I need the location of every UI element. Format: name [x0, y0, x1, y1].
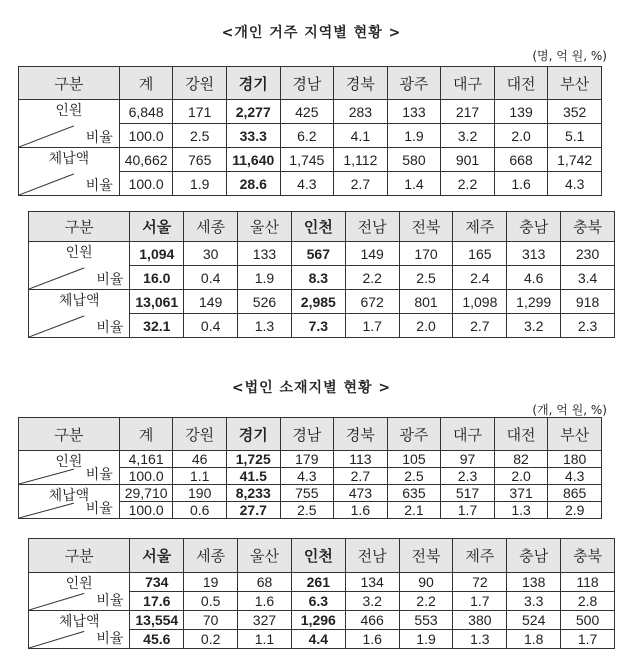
row-label: 체납액: [58, 613, 100, 629]
column-header: 울산: [238, 539, 292, 573]
column-header: 강원: [173, 67, 227, 100]
table-cell: 0.4: [184, 266, 238, 290]
table-cell: 8.3: [291, 266, 345, 290]
table-cell: 2.0: [399, 314, 453, 338]
table-cell: 97: [441, 451, 495, 468]
table-cell: 1.6: [345, 630, 399, 649]
row-label: 인원: [65, 575, 93, 591]
column-header: 제주: [453, 539, 507, 573]
column-header: 대전: [494, 67, 548, 100]
table-cell: 134: [345, 573, 399, 592]
corporate-table-2: [28, 538, 615, 649]
table-cell: 32.1: [130, 314, 184, 338]
section2-unit: (개, 억 원, %): [532, 403, 607, 417]
column-header: 대구: [441, 418, 495, 451]
column-header: 경기: [226, 418, 280, 451]
individual-table-1: [18, 66, 602, 196]
column-header: 계: [119, 418, 173, 451]
column-header: 인천: [291, 212, 345, 242]
column-header: 전남: [345, 539, 399, 573]
table-cell: 1,742: [548, 148, 602, 172]
table-cell: 6.2: [280, 124, 334, 148]
table-cell: 165: [453, 242, 507, 266]
column-header: 울산: [238, 212, 292, 242]
table-cell: 0.6: [173, 502, 227, 519]
row-sublabel: 비율: [85, 129, 113, 145]
column-header: 부산: [548, 418, 602, 451]
table-cell: 230: [561, 242, 615, 266]
column-header: 경남: [280, 67, 334, 100]
table-cell: 2.3: [441, 468, 495, 485]
table-cell: 149: [184, 290, 238, 314]
table-cell: 2.3: [561, 314, 615, 338]
table-cell: 2,985: [291, 290, 345, 314]
table-cell: 517: [441, 485, 495, 502]
table-cell: 1.8: [507, 630, 561, 649]
row-label: 체납액: [58, 292, 100, 308]
table-cell: 801: [399, 290, 453, 314]
row-sublabel: 비율: [96, 630, 124, 646]
table-cell: 105: [387, 451, 441, 468]
column-header: 충북: [561, 212, 615, 242]
column-header: 구분: [19, 418, 120, 451]
table-cell: 100.0: [119, 124, 173, 148]
column-header: 경북: [334, 418, 388, 451]
table-cell: 171: [173, 100, 227, 124]
table-cell: 327: [238, 611, 292, 630]
table-row: [19, 485, 602, 502]
table-cell: 29,710: [119, 485, 173, 502]
column-header: 충북: [561, 539, 615, 573]
table-cell: 2.4: [453, 266, 507, 290]
table-cell: 865: [548, 485, 602, 502]
row-label: 인원: [65, 244, 93, 260]
table-cell: 3.2: [507, 314, 561, 338]
section1-title: <개인 거주 지역별 현황 >: [221, 25, 402, 41]
table-cell: 11,640: [226, 148, 280, 172]
table-cell: 1.1: [173, 468, 227, 485]
column-header: 세종: [184, 212, 238, 242]
column-header: 세종: [184, 539, 238, 573]
header-row: [29, 539, 615, 573]
table-cell: 2.7: [334, 172, 388, 196]
table-cell: 1.9: [387, 124, 441, 148]
column-header: 전북: [399, 212, 453, 242]
table-cell: 500: [561, 611, 615, 630]
row-sublabel: 비율: [96, 592, 124, 608]
table-cell: 2.5: [399, 266, 453, 290]
table-cell: 371: [494, 485, 548, 502]
table-row: [19, 100, 602, 124]
column-header: 전북: [399, 539, 453, 573]
row-label-cell: [29, 573, 130, 611]
table-cell: 90: [399, 573, 453, 592]
table-cell: 672: [345, 290, 399, 314]
section1-unit: (명, 억 원, %): [532, 49, 607, 63]
row-sublabel: 비율: [85, 466, 113, 482]
table-cell: 4.4: [291, 630, 345, 649]
table-cell: 1,094: [130, 242, 184, 266]
column-header: 경북: [334, 67, 388, 100]
table-cell: 5.1: [548, 124, 602, 148]
table-cell: 1,098: [453, 290, 507, 314]
row-label: 인원: [55, 102, 83, 118]
table-cell: 7.3: [291, 314, 345, 338]
table-cell: 313: [507, 242, 561, 266]
table-cell: 4.3: [280, 172, 334, 196]
table-cell: 1,745: [280, 148, 334, 172]
table-cell: 4.6: [507, 266, 561, 290]
table-cell: 1.9: [173, 172, 227, 196]
table-cell: 139: [494, 100, 548, 124]
table-cell: 1.9: [399, 630, 453, 649]
table-cell: 2.0: [494, 468, 548, 485]
table-cell: 179: [280, 451, 334, 468]
column-header: 인천: [291, 539, 345, 573]
table-cell: 1.7: [441, 502, 495, 519]
column-header: 경기: [226, 67, 280, 100]
row-label-cell: [19, 100, 120, 148]
table-cell: 380: [453, 611, 507, 630]
row-label-cell: [29, 290, 130, 338]
table-cell: 4.3: [280, 468, 334, 485]
table-cell: 1.7: [345, 314, 399, 338]
table-cell: 0.2: [184, 630, 238, 649]
table-cell: 1,112: [334, 148, 388, 172]
table-cell: 100.0: [119, 468, 173, 485]
table-cell: 2.0: [494, 124, 548, 148]
table-cell: 13,554: [130, 611, 184, 630]
table-cell: 473: [334, 485, 388, 502]
table-cell: 2.7: [453, 314, 507, 338]
table-cell: 70: [184, 611, 238, 630]
table-cell: 46: [173, 451, 227, 468]
table-cell: 180: [548, 451, 602, 468]
row-sublabel: 비율: [85, 177, 113, 193]
table-cell: 4,161: [119, 451, 173, 468]
table-cell: 918: [561, 290, 615, 314]
table-cell: 100.0: [119, 502, 173, 519]
table-cell: 1.4: [387, 172, 441, 196]
table-cell: 118: [561, 573, 615, 592]
table-cell: 4.3: [548, 468, 602, 485]
row-label-cell: [19, 485, 120, 519]
table-cell: 553: [399, 611, 453, 630]
table-cell: 28.6: [226, 172, 280, 196]
column-header: 강원: [173, 418, 227, 451]
table-cell: 1.3: [453, 630, 507, 649]
table-cell: 2.2: [345, 266, 399, 290]
table-cell: 1.1: [238, 630, 292, 649]
table-cell: 524: [507, 611, 561, 630]
table-cell: 765: [173, 148, 227, 172]
table-cell: 4.1: [334, 124, 388, 148]
column-header: 제주: [453, 212, 507, 242]
table-cell: 3.2: [345, 592, 399, 611]
table-cell: 16.0: [130, 266, 184, 290]
individual-table-2: [28, 211, 615, 338]
table-cell: 2.5: [280, 502, 334, 519]
table-cell: 466: [345, 611, 399, 630]
header-row: [19, 418, 602, 451]
column-header: 대구: [441, 67, 495, 100]
table-cell: 1.6: [238, 592, 292, 611]
row-label-cell: [19, 148, 120, 196]
row-label: 체납액: [48, 150, 90, 166]
table-cell: 6,848: [119, 100, 173, 124]
column-header: 전남: [345, 212, 399, 242]
section2-title: <법인 소재지별 현황 >: [231, 380, 392, 396]
table-cell: 1.7: [453, 592, 507, 611]
row-sublabel: 비율: [96, 319, 124, 335]
table-cell: 668: [494, 148, 548, 172]
table-cell: 635: [387, 485, 441, 502]
table-cell: 1.6: [494, 172, 548, 196]
column-header: 구분: [29, 212, 130, 242]
table-cell: 30: [184, 242, 238, 266]
table-cell: 2.8: [561, 592, 615, 611]
column-header: 경남: [280, 418, 334, 451]
table-cell: 149: [345, 242, 399, 266]
table-cell: 17.6: [130, 592, 184, 611]
header-row: [19, 67, 602, 100]
table-cell: 1.6: [334, 502, 388, 519]
table-row: [29, 611, 615, 630]
table-cell: 425: [280, 100, 334, 124]
table-cell: 3.2: [441, 124, 495, 148]
table-cell: 138: [507, 573, 561, 592]
table-cell: 1,725: [226, 451, 280, 468]
table-cell: 82: [494, 451, 548, 468]
column-header: 서울: [130, 212, 184, 242]
table-cell: 100.0: [119, 172, 173, 196]
row-label-cell: [29, 242, 130, 290]
table-cell: 45.6: [130, 630, 184, 649]
table-cell: 1,296: [291, 611, 345, 630]
row-label-cell: [29, 611, 130, 649]
table-cell: 2.5: [387, 468, 441, 485]
table-cell: 283: [334, 100, 388, 124]
column-header: 대전: [494, 418, 548, 451]
column-header: 구분: [29, 539, 130, 573]
row-label: 인원: [55, 453, 83, 469]
table-cell: 170: [399, 242, 453, 266]
table-cell: 2.9: [548, 502, 602, 519]
table-cell: 3.3: [507, 592, 561, 611]
table-row: [19, 148, 602, 172]
table-cell: 19: [184, 573, 238, 592]
table-cell: 33.3: [226, 124, 280, 148]
table-cell: 526: [238, 290, 292, 314]
table-cell: 567: [291, 242, 345, 266]
column-header: 부산: [548, 67, 602, 100]
table-cell: 352: [548, 100, 602, 124]
table-cell: 0.4: [184, 314, 238, 338]
table-cell: 113: [334, 451, 388, 468]
table-cell: 217: [441, 100, 495, 124]
table-cell: 734: [130, 573, 184, 592]
column-header: 충남: [507, 212, 561, 242]
table-cell: 2.2: [399, 592, 453, 611]
table-cell: 8,233: [226, 485, 280, 502]
column-header: 계: [119, 67, 173, 100]
table-cell: 2.1: [387, 502, 441, 519]
table-cell: 2,277: [226, 100, 280, 124]
table-cell: 1.7: [561, 630, 615, 649]
row-sublabel: 비율: [96, 271, 124, 287]
row-label-cell: [19, 451, 120, 485]
row-label: 체납액: [48, 487, 90, 503]
table-row: [29, 573, 615, 592]
table-cell: 133: [387, 100, 441, 124]
table-cell: 2.7: [334, 468, 388, 485]
table-row: [19, 451, 602, 468]
column-header: 광주: [387, 67, 441, 100]
header-row: [29, 212, 615, 242]
table-cell: 68: [238, 573, 292, 592]
table-cell: 1.9: [238, 266, 292, 290]
table-cell: 2.5: [173, 124, 227, 148]
table-cell: 261: [291, 573, 345, 592]
column-header: 충남: [507, 539, 561, 573]
table-cell: 6.3: [291, 592, 345, 611]
table-cell: 40,662: [119, 148, 173, 172]
column-header: 광주: [387, 418, 441, 451]
column-header: 서울: [130, 539, 184, 573]
corporate-table-1: [18, 417, 602, 519]
table-cell: 2.2: [441, 172, 495, 196]
table-cell: 3.4: [561, 266, 615, 290]
table-cell: 1.3: [494, 502, 548, 519]
table-cell: 13,061: [130, 290, 184, 314]
table-cell: 190: [173, 485, 227, 502]
table-row: [29, 290, 615, 314]
table-cell: 0.5: [184, 592, 238, 611]
table-cell: 755: [280, 485, 334, 502]
table-cell: 1,299: [507, 290, 561, 314]
row-sublabel: 비율: [85, 500, 113, 516]
table-cell: 4.3: [548, 172, 602, 196]
table-cell: 1.3: [238, 314, 292, 338]
column-header: 구분: [19, 67, 120, 100]
table-row: [29, 242, 615, 266]
table-cell: 27.7: [226, 502, 280, 519]
table-cell: 133: [238, 242, 292, 266]
table-cell: 580: [387, 148, 441, 172]
table-cell: 41.5: [226, 468, 280, 485]
table-cell: 901: [441, 148, 495, 172]
table-cell: 72: [453, 573, 507, 592]
